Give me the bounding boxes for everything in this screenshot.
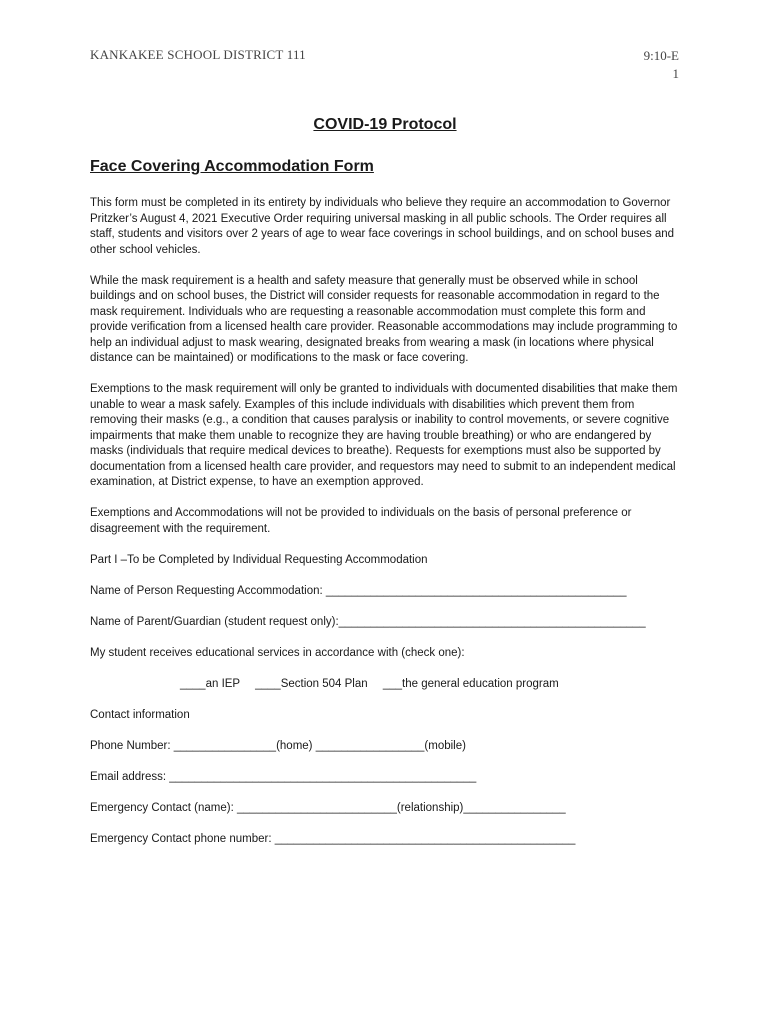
contact-heading: Contact information	[90, 708, 190, 721]
emergency-phone-field[interactable]: Emergency Contact phone number: _______________________________________________	[90, 832, 576, 845]
page-number: 1	[672, 66, 679, 81]
emergency-contact-field[interactable]: Emergency Contact (name): _________________________(relationship)________________	[90, 801, 566, 814]
phone-field[interactable]: Phone Number: ________________(home) _________________(mobile)	[90, 739, 466, 752]
document-title: COVID-19 Protocol	[313, 116, 457, 133]
policy-code: 9:10-E	[643, 48, 679, 63]
email-field[interactable]: Email address: ________________________________________________	[90, 770, 477, 783]
option-504-plan[interactable]: ____Section 504 Plan	[255, 677, 368, 690]
requester-name-field[interactable]: Name of Person Requesting Accommodation: _______________________________________________	[90, 584, 627, 597]
services-prompt: My student receives educational services in accordance with (check one):	[90, 646, 465, 659]
part1-heading: Part I –To be Completed by Individual Requesting Accommodation	[90, 553, 428, 566]
page-header-right	[644, 47, 679, 83]
district-name: KANKAKEE SCHOOL DISTRICT 111	[90, 47, 306, 62]
guardian-name-field[interactable]: Name of Parent/Guardian (student request only):________________________________________________	[90, 615, 646, 628]
option-general-education[interactable]: ___the general education program	[382, 677, 559, 690]
preference-paragraph: Exemptions and Accommodations will not be provided to individuals on the basis of personal preference or disagreement with the requirement.	[90, 507, 632, 535]
document-body	[90, 196, 682, 863]
exemption-paragraph: Exemptions to the mask requirement will only be granted to individuals with documented disabilities that make them unable to wear a mask safely. Examples of this include individuals with disabilities which prevent them from removing their masks (e.g., a condition that causes paralysis or inability to control movements, or severe cognitive impairments that make them unable to recognize they are having trouble breathing) or who are endangered by masks (individuals that require medical devices to breathe). Requests for exemptions must also be supported by documentation from a licensed health care provider, and requestors may need to submit to an independent medical examination, at District expense, to have an exemption approved.	[90, 383, 678, 488]
form-title: Face Covering Accommodation Form	[90, 158, 374, 175]
services-options	[90, 677, 682, 693]
accommodation-paragraph: While the mask requirement is a health and safety measure that generally must be observed while in school buildings and on school buses, the District will consider requests for reasonable accommodation in regard to the mask requirement. Individuals who are requesting a reasonable accommodation must complete this form and provide verification from a licensed health care provider. Reasonable accommodations may include programming to help an individual adjust to mask wearing, designated breaks from wearing a mask (in locations where physical distance can be maintained) or modifications to the mask or face covering.	[90, 274, 678, 364]
intro-paragraph: This form must be completed in its entirety by individuals who believe they require an accommodation to Governor Pritzker’s August 4, 2021 Executive Order requiring universal masking in all public schools. The Order requires all staff, students and visitors over 2 years of age to wear face coverings in school buildings, and on school buses and other school vehicles.	[90, 197, 675, 256]
option-iep[interactable]: ____an IEP	[180, 677, 240, 690]
